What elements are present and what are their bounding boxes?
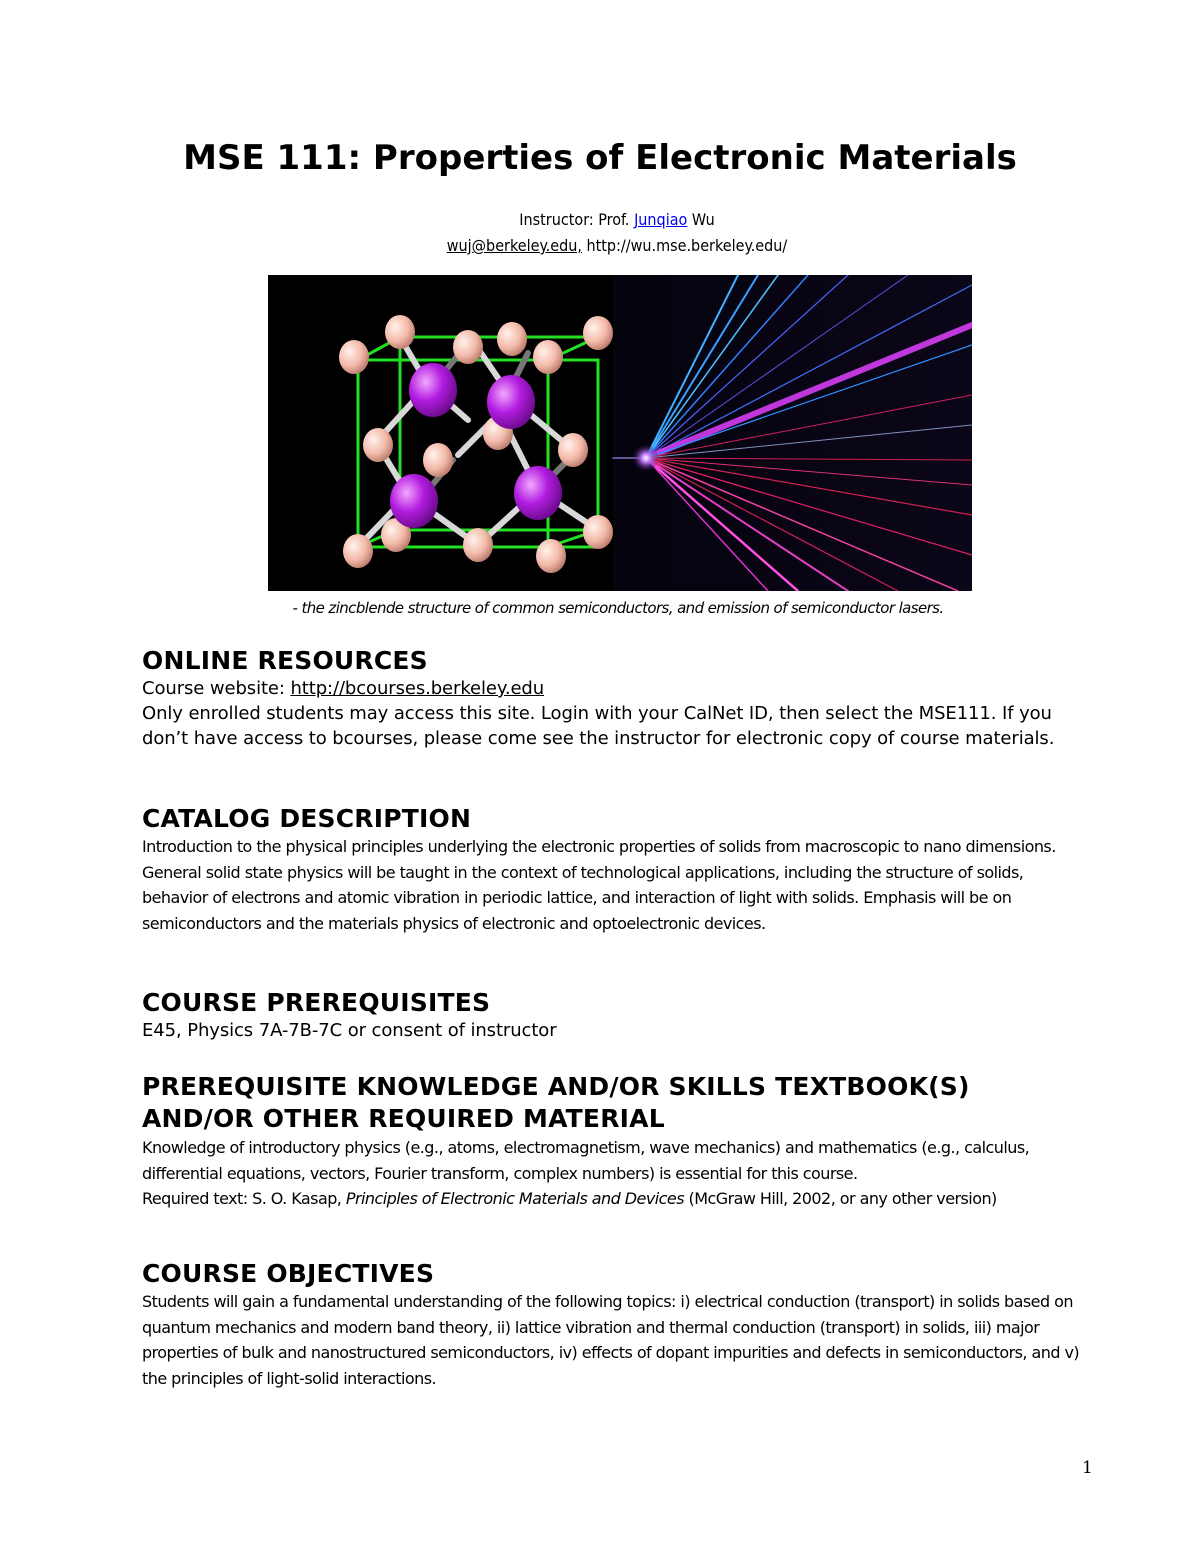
section-online-resources — [142, 646, 1092, 751]
header-figure — [268, 275, 972, 591]
email-link[interactable]: wuj@berkeley.edu, — [446, 236, 582, 255]
instructor-prefix: Instructor: Prof. — [519, 210, 635, 229]
section-course-prerequisites — [142, 988, 1092, 1043]
page-title: MSE 111: Properties of Electronic Materials — [183, 138, 1017, 178]
section-prerequisite-knowledge — [142, 1071, 1092, 1212]
section-text: Students will gain a fundamental understanding of the following topics: i) electrical conduction (transport) in solids based on quantum mechanics and modern band theory, ii) lattice vibration and thermal conduction (transport) in solids, iii) major properties of bulk and nanostructured semiconductors, iv) effects of dopant impurities and defects in semiconductors, and v) the principles of light-solid interactions. — [142, 1292, 1080, 1388]
section-text: Introduction to the physical principles underlying the electronic properties of solids from macroscopic to nano dimensions. General solid state physics will be taught in the context of technological applications, including the structure of solids, behavior of electrons and atomic vibration in periodic lattice, and interaction of light with solids. Emphasis will be on semiconductors and the materials physics of electronic and optoelectronic devices. — [142, 837, 1056, 933]
bcourses-link[interactable]: http://bcourses.berkeley.edu — [290, 678, 545, 699]
required-text-suffix: (McGraw Hill, 2002, or any other version) — [684, 1189, 997, 1208]
textbook-title: Principles of Electronic Materials and Devices — [345, 1189, 684, 1208]
required-text-prefix: Required text: S. O. Kasap, — [142, 1189, 346, 1208]
website-label: Course website: — [142, 678, 291, 699]
website-line — [142, 676, 1092, 701]
instructor-name-link[interactable]: Junqiao — [634, 210, 688, 229]
instructor-line — [0, 210, 1200, 229]
section-text: Only enrolled students may access this site. Login with your CalNet ID, then select the MSE111. If you don’t have access to bcourses, please come see the instructor for electronic copy of course materials. — [142, 703, 1055, 749]
figure-caption: - the zincblende structure of common semiconductors, and emission of semiconductor lasers. — [292, 599, 944, 617]
section-heading: CATALOG DESCRIPTION — [142, 804, 472, 833]
section-heading: COURSE OBJECTIVES — [142, 1259, 435, 1288]
section-heading: ONLINE RESOURCES — [142, 646, 428, 675]
zincblende-laser-image — [268, 275, 972, 591]
contact-line — [0, 236, 1200, 255]
page-number: 1 — [1082, 1458, 1093, 1478]
section-text: Knowledge of introductory physics (e.g., atoms, electromagnetism, wave mechanics) and mathematics (e.g., calculus, differential equations, vectors, Fourier transform, complex numbers) is essential for this course. — [142, 1138, 1030, 1183]
instructor-last-name: Wu — [687, 210, 715, 229]
section-heading: PREREQUISITE KNOWLEDGE AND/OR SKILLS TEXTBOOK(S) AND/OR OTHER REQUIRED MATERIAL — [142, 1072, 970, 1133]
section-heading: COURSE PREREQUISITES — [142, 988, 491, 1017]
website-text: http://wu.mse.berkeley.edu/ — [581, 236, 788, 255]
section-catalog-description — [142, 804, 1092, 936]
section-course-objectives — [142, 1259, 1092, 1391]
required-text — [142, 1186, 1092, 1212]
section-text: E45, Physics 7A-7B-7C or consent of instructor — [142, 1020, 557, 1041]
